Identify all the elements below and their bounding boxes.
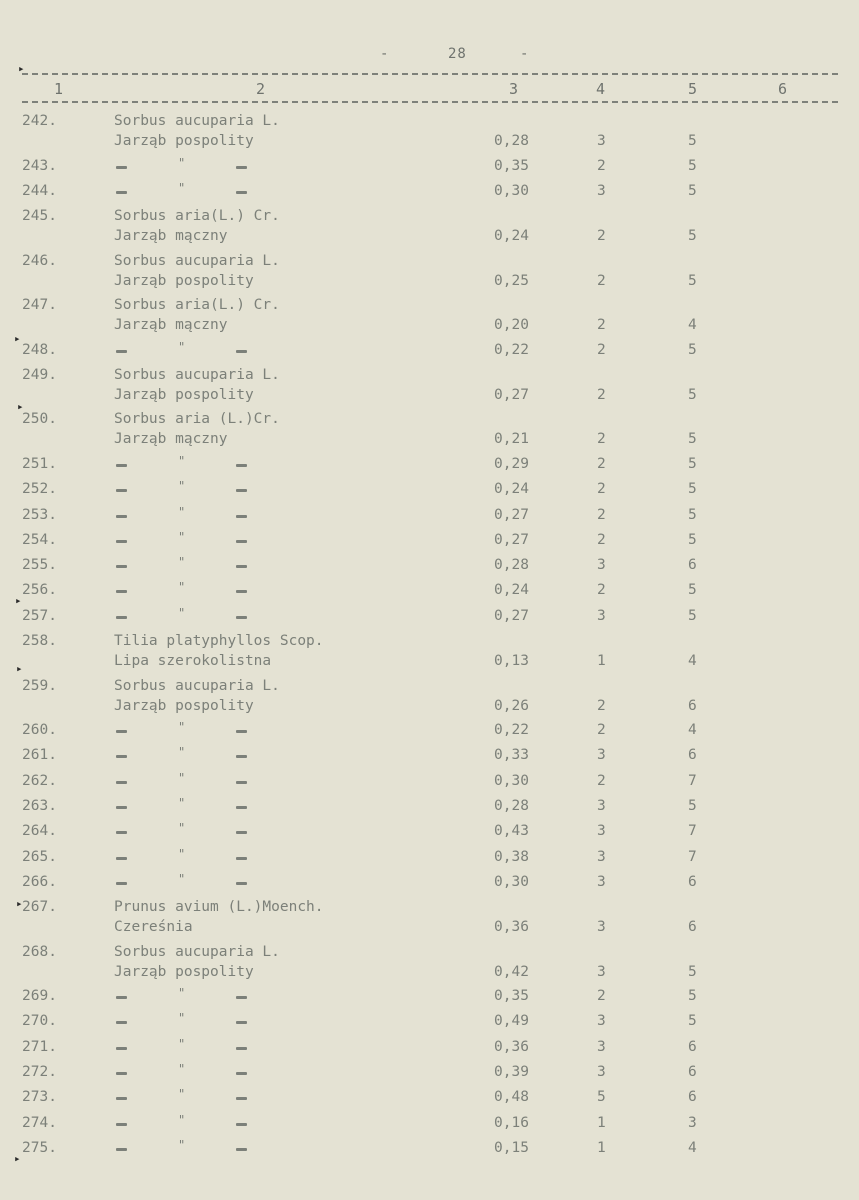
value-column-3: 0,24 [494, 228, 529, 245]
page-number-dash-right: - [520, 46, 530, 62]
value-column-5: 5 [688, 133, 697, 149]
value-column-5: 6 [688, 873, 697, 890]
ditto-dash [236, 489, 247, 492]
value-column-3: 0,49 [494, 1013, 529, 1030]
value-column-3: 0,28 [494, 557, 529, 574]
value-column-4: 3 [597, 963, 606, 980]
value-column-5: 6 [688, 557, 697, 574]
value-column-4: 3 [597, 607, 606, 624]
value-column-4: 2 [597, 722, 606, 738]
species-latin-name: Sorbus aria (L.)Cr. [114, 411, 280, 428]
ditto-marks [114, 1062, 274, 1082]
species-name [114, 111, 280, 151]
ditto-marks [114, 580, 274, 600]
value-column-4: 3 [597, 747, 606, 764]
value-column-3: 0,22 [494, 341, 529, 358]
value-column-4: 2 [597, 582, 606, 599]
value-column-4: 2 [597, 506, 606, 523]
ditto-dash [236, 755, 247, 758]
ditto-dash [116, 1072, 127, 1075]
ditto-dash [116, 831, 127, 834]
species-latin-name: Tilia platyphyllos Scop. [114, 633, 324, 649]
value-column-5: 5 [688, 341, 697, 358]
margin-tick-mark: ▸ [14, 1152, 21, 1165]
row-number: 271. [22, 1038, 57, 1055]
ditto-quote: " [178, 1062, 186, 1076]
value-column-4: 3 [597, 823, 606, 840]
ditto-dash [116, 540, 127, 543]
ditto-dash [116, 1123, 127, 1126]
value-column-3: 0,42 [494, 963, 529, 980]
value-column-4: 2 [597, 481, 606, 498]
value-column-4: 2 [597, 157, 606, 174]
value-column-3: 0,27 [494, 531, 529, 548]
value-column-4: 3 [597, 1038, 606, 1055]
row-number: 261. [22, 747, 57, 764]
ditto-dash [236, 515, 247, 518]
ditto-dash [116, 1021, 127, 1024]
row-number: 243. [22, 157, 57, 174]
value-column-4: 5 [597, 1089, 606, 1106]
ditto-dash [116, 590, 127, 593]
value-column-5: 5 [688, 582, 697, 599]
value-column-3: 0,27 [494, 506, 529, 523]
ditto-marks [114, 1037, 274, 1057]
ditto-dash [116, 515, 127, 518]
ditto-dash [236, 730, 247, 733]
value-column-5: 7 [688, 848, 697, 865]
row-number: 268. [22, 943, 57, 960]
ditto-marks [114, 821, 274, 841]
ditto-marks [114, 745, 274, 765]
value-column-4: 2 [597, 431, 606, 448]
row-number: 251. [22, 455, 57, 472]
ditto-quote: " [178, 453, 186, 468]
row-number: 250. [22, 411, 57, 428]
ditto-dash [116, 781, 127, 784]
value-column-4: 2 [597, 272, 606, 289]
margin-tick-mark: ▸ [15, 594, 22, 607]
ditto-dash [236, 1072, 247, 1075]
ditto-marks [114, 530, 274, 550]
value-column-4: 3 [597, 873, 606, 890]
margin-tick-mark: ▸ [17, 400, 24, 413]
value-column-5: 6 [688, 919, 697, 936]
value-column-3: 0,28 [494, 797, 529, 814]
ditto-dash [236, 565, 247, 568]
ditto-dash [236, 166, 247, 169]
species-latin-name: Sorbus aria(L.) Cr. [114, 297, 280, 314]
ditto-dash [236, 616, 247, 619]
value-column-3: 0,39 [494, 1064, 529, 1080]
ditto-dash [116, 806, 127, 809]
row-number: 266. [22, 873, 57, 890]
value-column-5: 5 [688, 386, 697, 403]
row-number: 248. [22, 341, 57, 358]
margin-tick-mark: ▸ [14, 332, 21, 345]
value-column-5: 5 [688, 988, 697, 1005]
margin-tick-mark: ▸ [16, 897, 23, 910]
value-column-4: 1 [597, 1139, 606, 1156]
ditto-dash [116, 996, 127, 999]
row-number: 265. [22, 848, 57, 865]
value-column-4: 3 [597, 797, 606, 814]
row-number: 274. [22, 1114, 57, 1131]
ditto-dash [236, 464, 247, 467]
ditto-quote: " [178, 770, 186, 785]
ditto-quote: " [178, 479, 186, 494]
ditto-dash [116, 166, 127, 169]
row-number: 247. [22, 297, 57, 314]
value-column-3: 0,38 [494, 848, 529, 865]
ditto-quote: " [178, 1036, 186, 1051]
ditto-dash [116, 350, 127, 353]
value-column-5: 5 [688, 797, 697, 814]
value-column-5: 5 [688, 506, 697, 523]
value-column-4: 2 [597, 228, 606, 245]
ditto-quote: " [178, 720, 186, 734]
species-name [114, 676, 280, 716]
value-column-3: 0,36 [494, 919, 529, 936]
ditto-dash [236, 1021, 247, 1024]
ditto-marks [114, 340, 274, 360]
ditto-marks [114, 505, 274, 525]
value-column-3: 0,25 [494, 272, 529, 289]
value-column-5: 3 [688, 1114, 697, 1131]
row-number: 249. [22, 366, 57, 383]
value-column-4: 1 [597, 1114, 606, 1131]
ditto-dash [116, 882, 127, 885]
ditto-dash [236, 1123, 247, 1126]
ditto-quote: " [178, 846, 186, 861]
ditto-quote: " [178, 529, 186, 544]
row-number: 260. [22, 722, 57, 738]
ditto-quote: " [178, 555, 186, 570]
column-header-4: 4 [596, 80, 606, 98]
species-latin-name: Prunus avium (L.)Moench. [114, 899, 324, 916]
value-column-3: 0,30 [494, 873, 529, 890]
row-number: 275. [22, 1139, 57, 1156]
value-column-3: 0,21 [494, 431, 529, 448]
row-number: 242. [22, 113, 57, 129]
value-column-5: 5 [688, 531, 697, 548]
ditto-marks [114, 720, 274, 740]
species-latin-name: Sorbus aria(L.) Cr. [114, 208, 280, 225]
value-column-5: 6 [688, 1038, 697, 1055]
row-number: 245. [22, 208, 57, 225]
species-latin-name: Sorbus aucuparia L. [114, 366, 280, 383]
ditto-dash [116, 1148, 127, 1151]
ditto-quote: " [178, 986, 186, 1001]
ditto-dash [236, 191, 247, 194]
column-header-1: 1 [54, 80, 64, 98]
value-column-4: 3 [597, 1013, 606, 1030]
row-number: 252. [22, 481, 57, 498]
ditto-dash [116, 464, 127, 467]
value-column-3: 0,27 [494, 386, 529, 403]
row-number: 269. [22, 988, 57, 1005]
ditto-dash [236, 857, 247, 860]
value-column-4: 3 [597, 1064, 606, 1080]
species-name [114, 897, 324, 937]
ditto-quote: " [178, 1112, 186, 1127]
value-column-3: 0,13 [494, 653, 529, 669]
row-number: 257. [22, 607, 57, 624]
value-column-5: 4 [688, 317, 697, 334]
ditto-dash [116, 565, 127, 568]
value-column-5: 6 [688, 697, 697, 714]
ditto-marks [114, 1113, 274, 1133]
row-number: 253. [22, 506, 57, 523]
header-rule-bottom [22, 101, 838, 103]
species-polish-name: Jarząb pospolity [114, 386, 254, 403]
species-polish-name: Jarząb mączny [114, 228, 228, 245]
row-number: 270. [22, 1013, 57, 1030]
row-number: 267. [22, 899, 57, 916]
value-column-3: 0,35 [494, 157, 529, 174]
ditto-dash [116, 1097, 127, 1100]
species-name [114, 365, 280, 405]
value-column-3: 0,28 [494, 133, 529, 149]
ditto-dash [116, 489, 127, 492]
ditto-quote: " [178, 180, 186, 195]
value-column-3: 0,16 [494, 1114, 529, 1131]
species-latin-name: Sorbus aucuparia L. [114, 677, 280, 694]
value-column-4: 1 [597, 653, 606, 669]
ditto-quote: " [178, 1087, 186, 1102]
value-column-5: 4 [688, 722, 697, 738]
species-latin-name: Sorbus aucuparia L. [114, 113, 280, 129]
page-number-value: 28 [448, 46, 467, 62]
value-column-5: 5 [688, 1013, 697, 1030]
ditto-dash [236, 806, 247, 809]
value-column-4: 3 [597, 133, 606, 149]
species-polish-name: Lipa szerokolistna [114, 653, 272, 669]
ditto-quote: " [178, 605, 186, 620]
value-column-5: 5 [688, 481, 697, 498]
row-number: 256. [22, 582, 57, 599]
value-column-5: 6 [688, 1064, 697, 1080]
ditto-marks [114, 479, 274, 499]
ditto-dash [116, 857, 127, 860]
species-name [114, 409, 280, 449]
value-column-4: 3 [597, 848, 606, 865]
value-column-3: 0,36 [494, 1038, 529, 1055]
value-column-3: 0,20 [494, 317, 529, 334]
value-column-4: 3 [597, 182, 606, 199]
row-number: 272. [22, 1064, 57, 1080]
value-column-3: 0,24 [494, 582, 529, 599]
value-column-3: 0,43 [494, 823, 529, 840]
value-column-3: 0,22 [494, 722, 529, 738]
value-column-5: 7 [688, 823, 697, 840]
row-number: 258. [22, 633, 57, 649]
row-number: 259. [22, 677, 57, 694]
value-column-4: 2 [597, 772, 606, 789]
value-column-5: 5 [688, 963, 697, 980]
ditto-dash [116, 1047, 127, 1050]
species-name [114, 295, 280, 335]
ditto-dash [236, 1148, 247, 1151]
ditto-quote: " [178, 1011, 186, 1026]
row-number: 246. [22, 252, 57, 269]
ditto-dash [236, 781, 247, 784]
ditto-quote: " [178, 580, 186, 595]
value-column-4: 2 [597, 455, 606, 472]
species-name [114, 251, 280, 291]
species-name [114, 631, 324, 671]
species-latin-name: Sorbus aucuparia L. [114, 943, 280, 960]
ditto-dash [236, 590, 247, 593]
ditto-dash [236, 831, 247, 834]
species-polish-name: Jarząb pospolity [114, 133, 254, 149]
ditto-quote: " [178, 1137, 186, 1152]
row-number: 255. [22, 557, 57, 574]
ditto-dash [116, 755, 127, 758]
column-header-3: 3 [509, 80, 519, 98]
value-column-3: 0,30 [494, 182, 529, 199]
value-column-5: 4 [688, 653, 697, 669]
value-column-4: 2 [597, 386, 606, 403]
ditto-marks [114, 181, 274, 201]
row-number: 273. [22, 1089, 57, 1106]
value-column-4: 2 [597, 697, 606, 714]
value-column-5: 7 [688, 772, 697, 789]
value-column-3: 0,27 [494, 607, 529, 624]
column-header-2: 2 [256, 80, 266, 98]
value-column-4: 2 [597, 531, 606, 548]
ditto-quote: " [178, 504, 186, 519]
row-number: 244. [22, 182, 57, 199]
row-number: 254. [22, 531, 57, 548]
species-name [114, 206, 280, 246]
ditto-quote: " [178, 795, 186, 810]
value-column-3: 0,35 [494, 988, 529, 1005]
value-column-3: 0,29 [494, 455, 529, 472]
column-header-5: 5 [688, 80, 698, 98]
species-polish-name: Jarząb pospolity [114, 272, 254, 289]
ditto-dash [116, 616, 127, 619]
ditto-marks [114, 555, 274, 575]
ditto-dash [116, 191, 127, 194]
ditto-marks [114, 156, 274, 176]
ditto-marks [114, 1011, 274, 1031]
ditto-marks [114, 872, 274, 892]
ditto-marks [114, 771, 274, 791]
value-column-5: 5 [688, 455, 697, 472]
ditto-marks [114, 606, 274, 626]
ditto-marks [114, 847, 274, 867]
value-column-3: 0,33 [494, 747, 529, 764]
value-column-3: 0,26 [494, 697, 529, 714]
value-column-4: 2 [597, 988, 606, 1005]
species-polish-name: Jarząb mączny [114, 431, 228, 448]
margin-tick-mark: ▸ [16, 662, 23, 675]
value-column-3: 0,48 [494, 1089, 529, 1106]
ditto-quote: " [178, 871, 186, 886]
ditto-marks [114, 796, 274, 816]
margin-tick-mark: ▸ [18, 62, 25, 75]
row-number: 262. [22, 772, 57, 789]
row-number: 264. [22, 823, 57, 840]
value-column-3: 0,15 [494, 1139, 529, 1156]
species-latin-name: Sorbus aucuparia L. [114, 252, 280, 269]
value-column-5: 5 [688, 431, 697, 448]
value-column-3: 0,30 [494, 772, 529, 789]
ditto-quote: " [178, 821, 186, 836]
value-column-5: 5 [688, 607, 697, 624]
value-column-4: 2 [597, 317, 606, 334]
ditto-dash [236, 1047, 247, 1050]
ditto-dash [236, 540, 247, 543]
ditto-quote: " [178, 339, 186, 354]
value-column-4: 3 [597, 557, 606, 574]
ditto-marks [114, 1087, 274, 1107]
row-number: 263. [22, 797, 57, 814]
ditto-marks [114, 454, 274, 474]
species-polish-name: Jarząb pospolity [114, 697, 254, 714]
species-polish-name: Jarząb pospolity [114, 963, 254, 980]
ditto-dash [236, 1097, 247, 1100]
ditto-marks [114, 986, 274, 1006]
ditto-dash [236, 882, 247, 885]
value-column-3: 0,24 [494, 481, 529, 498]
ditto-dash [116, 730, 127, 733]
value-column-5: 5 [688, 182, 697, 199]
species-polish-name: Jarząb mączny [114, 317, 228, 334]
ditto-quote: " [178, 745, 186, 760]
species-name [114, 942, 280, 982]
header-rule-top [22, 73, 838, 75]
ditto-quote: " [178, 155, 186, 170]
value-column-5: 6 [688, 747, 697, 764]
value-column-5: 6 [688, 1089, 697, 1106]
value-column-4: 2 [597, 341, 606, 358]
value-column-5: 5 [688, 228, 697, 245]
species-polish-name: Czereśnia [114, 919, 193, 936]
ditto-dash [236, 350, 247, 353]
value-column-5: 4 [688, 1139, 697, 1156]
page-number-dash-left: - [380, 46, 390, 62]
column-header-6: 6 [778, 80, 788, 98]
value-column-4: 3 [597, 919, 606, 936]
value-column-5: 5 [688, 157, 697, 174]
ditto-marks [114, 1138, 274, 1158]
value-column-5: 5 [688, 272, 697, 289]
ditto-dash [236, 996, 247, 999]
